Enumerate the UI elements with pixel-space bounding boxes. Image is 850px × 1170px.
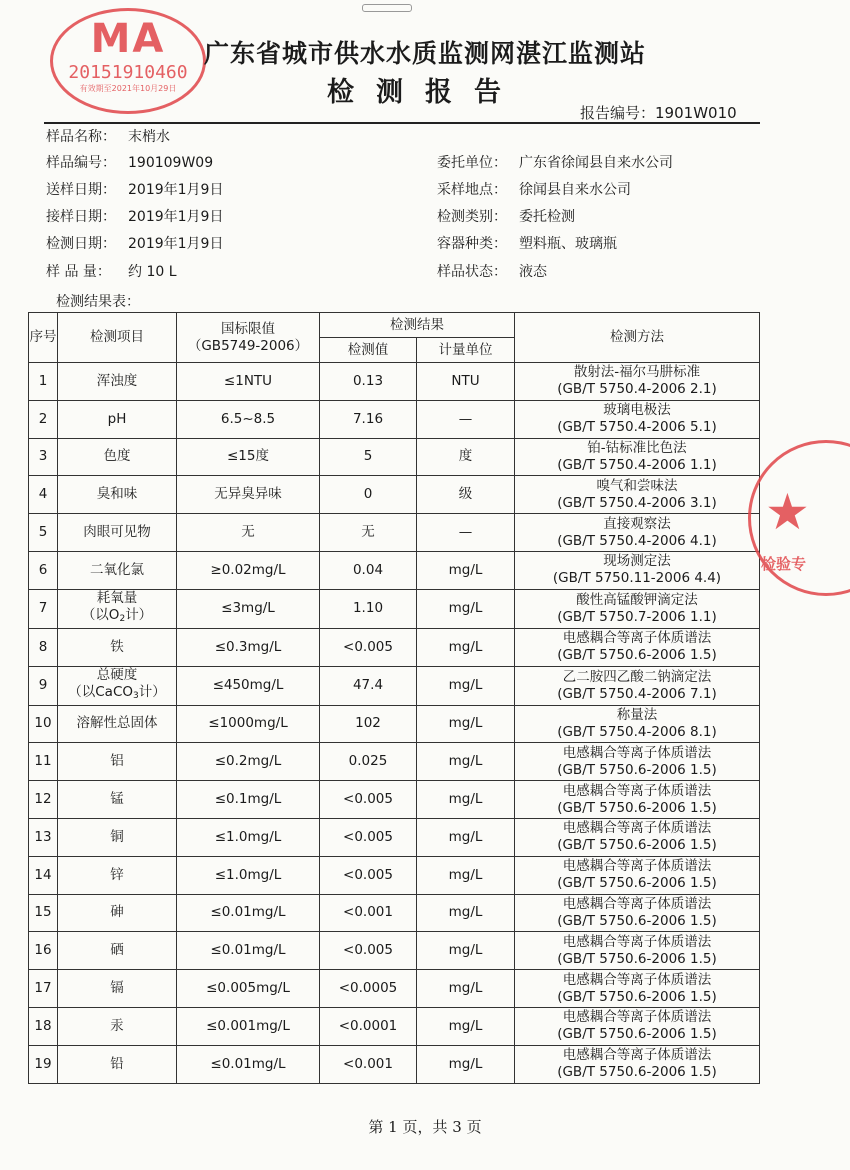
row-limit: ≤0.2mg/L: [177, 743, 320, 781]
row-method: 电感耦合等离子体质谱法 (GB/T 5750.6-2006 1.5): [515, 818, 760, 856]
row-unit: mg/L: [417, 894, 515, 932]
row-unit: mg/L: [417, 970, 515, 1008]
row-method: 玻璃电极法 (GB/T 5750.4-2006 5.1): [515, 400, 760, 438]
table-row: [29, 589, 760, 628]
table-row: [29, 743, 760, 781]
row-limit: ≤450mg/L: [177, 666, 320, 705]
table-row: [29, 551, 760, 589]
row-method: 电感耦合等离子体质谱法 (GB/T 5750.6-2006 1.5): [515, 1007, 760, 1045]
row-limit: ≤0.005mg/L: [177, 970, 320, 1008]
row-no: 15: [29, 894, 58, 932]
report-number-value: 1901W010: [655, 104, 737, 122]
row-item: 砷: [58, 894, 177, 932]
row-item: 臭和味: [58, 476, 177, 514]
row-unit: mg/L: [417, 705, 515, 743]
row-no: 9: [29, 666, 58, 705]
table-row: [29, 400, 760, 438]
row-item: 耗氧量 （以$O_2$计）: [58, 589, 177, 628]
cma-logo: MA: [90, 16, 166, 62]
info-sampling-site: 采样地点： 徐闻县自来水公司: [437, 182, 631, 198]
row-item: 铝: [58, 743, 177, 781]
row-limit: ≤0.3mg/L: [177, 628, 320, 666]
row-item: pH: [58, 400, 177, 438]
row-value: <0.005: [320, 818, 417, 856]
row-item: 铁: [58, 628, 177, 666]
table-row: [29, 970, 760, 1008]
table-row: [29, 856, 760, 894]
row-limit: ≤0.001mg/L: [177, 1007, 320, 1045]
row-method: 电感耦合等离子体质谱法 (GB/T 5750.6-2006 1.5): [515, 894, 760, 932]
row-method: 称量法 (GB/T 5750.4-2006 8.1): [515, 705, 760, 743]
row-unit: mg/L: [417, 551, 515, 589]
row-unit: mg/L: [417, 1007, 515, 1045]
row-unit: mg/L: [417, 589, 515, 628]
row-unit: mg/L: [417, 666, 515, 705]
row-method: 铂-钴标准比色法 (GB/T 5750.4-2006 1.1): [515, 438, 760, 476]
row-item: 溶解性总固体: [58, 705, 177, 743]
row-method: 现场测定法 (GB/T 5750.11-2006 4.4): [515, 551, 760, 589]
report-number-label: 报告编号：: [580, 104, 656, 122]
row-method: 电感耦合等离子体质谱法 (GB/T 5750.6-2006 1.5): [515, 743, 760, 781]
row-method: 乙二胺四乙酸二钠滴定法 (GB/T 5750.4-2006 7.1): [515, 666, 760, 705]
header-method: 检测方法: [515, 313, 760, 363]
row-no: 3: [29, 438, 58, 476]
info-delivery-date: 送样日期： 2019年1月9日: [46, 182, 224, 198]
table-row: [29, 628, 760, 666]
row-value: 47.4: [320, 666, 417, 705]
row-unit: mg/L: [417, 818, 515, 856]
row-limit: ≤1.0mg/L: [177, 818, 320, 856]
row-item: 锰: [58, 781, 177, 819]
row-value: <0.0001: [320, 1007, 417, 1045]
row-no: 7: [29, 589, 58, 628]
row-unit: mg/L: [417, 856, 515, 894]
row-value: <0.005: [320, 628, 417, 666]
row-unit: mg/L: [417, 743, 515, 781]
row-no: 10: [29, 705, 58, 743]
row-value: <0.005: [320, 856, 417, 894]
organization-name: 广东省城市供水水质监测网湛江监测站: [203, 39, 646, 68]
row-item: 锌: [58, 856, 177, 894]
row-no: 13: [29, 818, 58, 856]
row-unit: 度: [417, 438, 515, 476]
row-value: 无: [320, 514, 417, 552]
star-icon: ★: [765, 483, 810, 541]
staple-mark: [362, 4, 412, 12]
row-method: 嗅气和尝味法 (GB/T 5750.4-2006 3.1): [515, 476, 760, 514]
results-body: [29, 363, 760, 1084]
info-test-category: 检测类别： 委托检测: [437, 209, 575, 225]
row-limit: ≤15度: [177, 438, 320, 476]
row-unit: mg/L: [417, 1045, 515, 1083]
row-no: 11: [29, 743, 58, 781]
row-item: 汞: [58, 1007, 177, 1045]
row-method: 电感耦合等离子体质谱法 (GB/T 5750.6-2006 1.5): [515, 932, 760, 970]
page-footer: 第 1 页，共 3 页: [368, 1118, 482, 1136]
info-sample-state: 样品状态： 液态: [437, 264, 547, 280]
info-container-type: 容器种类： 塑料瓶、玻璃瓶: [437, 236, 617, 252]
row-no: 18: [29, 1007, 58, 1045]
row-unit: 级: [417, 476, 515, 514]
row-value: 5: [320, 438, 417, 476]
table-row: [29, 438, 760, 476]
row-item: 总硬度 （以CaCO$_3$计）: [58, 666, 177, 705]
page-title: 检测报告: [327, 77, 523, 108]
row-item: 镉: [58, 970, 177, 1008]
row-value: <0.001: [320, 894, 417, 932]
header-value: 检测值: [320, 338, 417, 363]
row-value: 0.13: [320, 363, 417, 401]
row-no: 4: [29, 476, 58, 514]
header-seq: 序号: [29, 313, 58, 363]
row-limit: 无异臭异味: [177, 476, 320, 514]
info-client: 委托单位： 广东省徐闻县自来水公司: [437, 155, 673, 171]
row-unit: —: [417, 400, 515, 438]
row-value: 0: [320, 476, 417, 514]
row-unit: mg/L: [417, 781, 515, 819]
row-value: <0.001: [320, 1045, 417, 1083]
row-no: 5: [29, 514, 58, 552]
row-value: <0.0005: [320, 970, 417, 1008]
row-limit: ≤0.1mg/L: [177, 781, 320, 819]
table-row: [29, 514, 760, 552]
row-item: 二氧化氯: [58, 551, 177, 589]
row-method: 直接观察法 (GB/T 5750.4-2006 4.1): [515, 514, 760, 552]
table-row: [29, 476, 760, 514]
row-method: 电感耦合等离子体质谱法 (GB/T 5750.6-2006 1.5): [515, 856, 760, 894]
row-item: 浑浊度: [58, 363, 177, 401]
report-number: [580, 102, 737, 123]
row-method: 电感耦合等离子体质谱法 (GB/T 5750.6-2006 1.5): [515, 781, 760, 819]
table-row: [29, 894, 760, 932]
row-limit: ≤0.01mg/L: [177, 932, 320, 970]
table-row: [29, 363, 760, 401]
row-limit: ≤0.01mg/L: [177, 894, 320, 932]
table-row: [29, 1007, 760, 1045]
row-limit: ≤1NTU: [177, 363, 320, 401]
row-method: 散射法-福尔马肼标准 (GB/T 5750.4-2006 2.1): [515, 363, 760, 401]
row-limit: 6.5~8.5: [177, 400, 320, 438]
info-sample-code: 样品编号： 190109W09: [46, 155, 214, 171]
row-no: 12: [29, 781, 58, 819]
header-unit: 计量单位: [417, 338, 515, 363]
table-row: [29, 705, 760, 743]
row-no: 1: [29, 363, 58, 401]
row-limit: ≥0.02mg/L: [177, 551, 320, 589]
row-no: 2: [29, 400, 58, 438]
inspection-seal: [748, 440, 850, 596]
row-unit: NTU: [417, 363, 515, 401]
row-value: <0.005: [320, 781, 417, 819]
row-no: 17: [29, 970, 58, 1008]
row-limit: ≤3mg/L: [177, 589, 320, 628]
row-no: 14: [29, 856, 58, 894]
row-unit: mg/L: [417, 628, 515, 666]
row-limit: ≤1.0mg/L: [177, 856, 320, 894]
row-unit: —: [417, 514, 515, 552]
table-row: [29, 818, 760, 856]
row-item: 铅: [58, 1045, 177, 1083]
row-value: 102: [320, 705, 417, 743]
header-item: 检测项目: [58, 313, 177, 363]
row-no: 16: [29, 932, 58, 970]
table-row: [29, 781, 760, 819]
row-item: 铜: [58, 818, 177, 856]
results-title: 检测结果表：: [56, 294, 140, 310]
row-value: <0.005: [320, 932, 417, 970]
row-item: 肉眼可见物: [58, 514, 177, 552]
inspection-seal-text: 检验专: [761, 555, 807, 573]
row-value: 7.16: [320, 400, 417, 438]
info-sample-quantity: 样 品 量： 约 10 L: [46, 264, 177, 280]
results-table: [28, 312, 760, 1084]
row-value: 0.025: [320, 743, 417, 781]
row-no: 8: [29, 628, 58, 666]
table-row: [29, 1045, 760, 1083]
info-sample-name: 样品名称： 末梢水: [46, 129, 170, 145]
table-row: [29, 932, 760, 970]
row-method: 电感耦合等离子体质谱法 (GB/T 5750.6-2006 1.5): [515, 970, 760, 1008]
info-test-date: 检测日期： 2019年1月9日: [46, 236, 224, 252]
header-result: 检测结果: [320, 313, 515, 338]
info-receipt-date: 接样日期： 2019年1月9日: [46, 209, 224, 225]
row-limit: 无: [177, 514, 320, 552]
row-method: 酸性高锰酸钾滴定法 (GB/T 5750.7-2006 1.1): [515, 589, 760, 628]
row-value: 0.04: [320, 551, 417, 589]
row-item: 色度: [58, 438, 177, 476]
row-unit: mg/L: [417, 932, 515, 970]
cma-validity: 有效期至2021年10月29日: [79, 84, 177, 93]
row-value: 1.10: [320, 589, 417, 628]
cma-cert-number: 20151910460: [68, 62, 188, 83]
row-method: 电感耦合等离子体质谱法 (GB/T 5750.6-2006 1.5): [515, 628, 760, 666]
row-no: 6: [29, 551, 58, 589]
table-row: [29, 666, 760, 705]
row-limit: ≤0.01mg/L: [177, 1045, 320, 1083]
header-limit: 国标限值 （GB5749-2006）: [177, 313, 320, 363]
row-limit: ≤1000mg/L: [177, 705, 320, 743]
row-no: 19: [29, 1045, 58, 1083]
row-item: 硒: [58, 932, 177, 970]
row-method: 电感耦合等离子体质谱法 (GB/T 5750.6-2006 1.5): [515, 1045, 760, 1083]
